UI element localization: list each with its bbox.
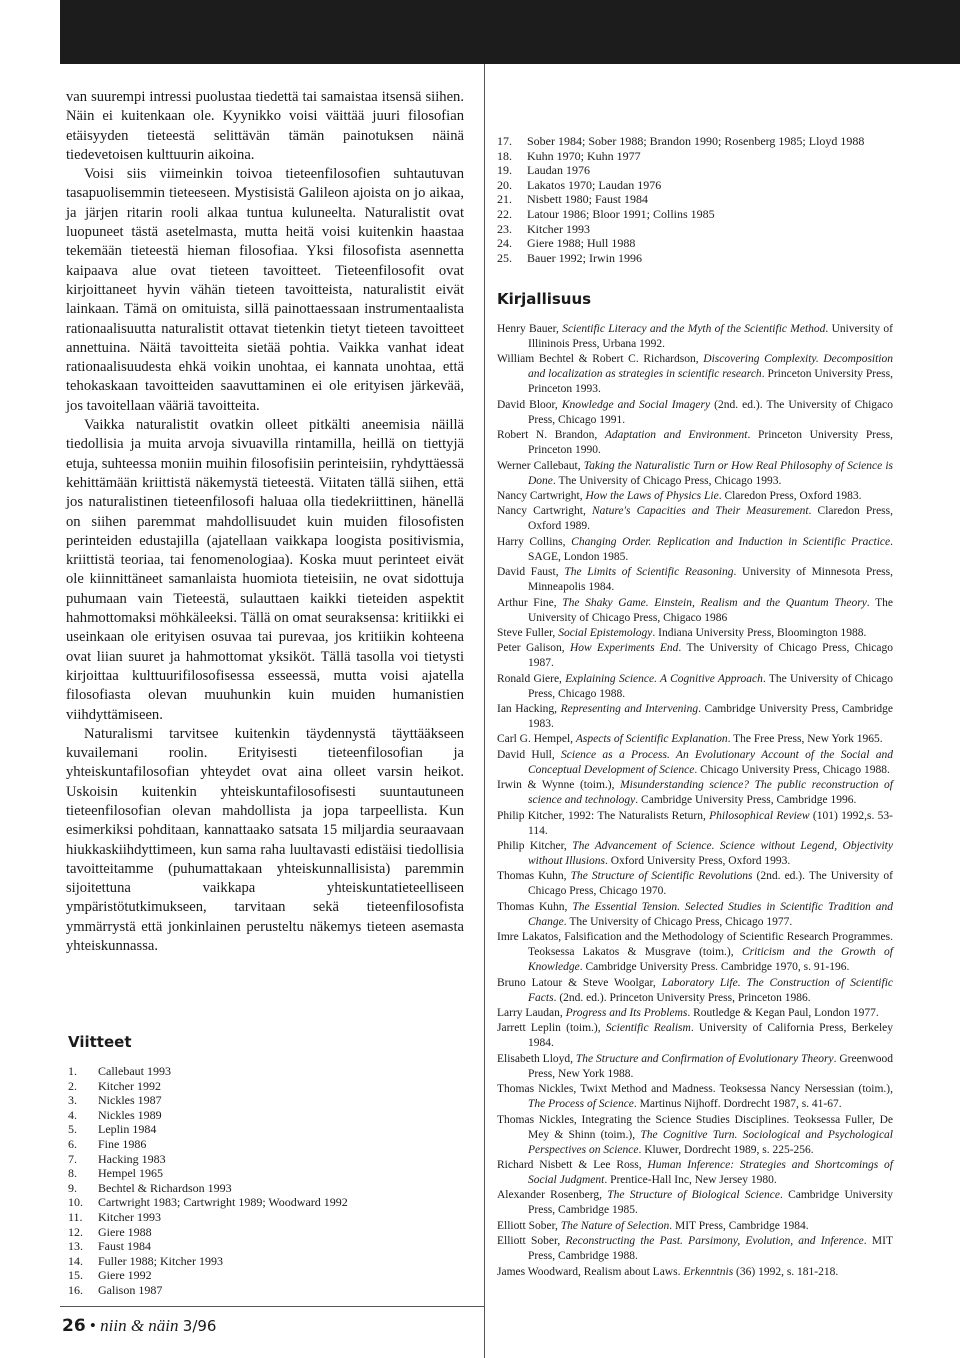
entry-author: Bruno Latour & Steve Woolgar, [497, 976, 662, 989]
note-item [497, 178, 864, 193]
entry-publisher: . University of Illininois Press, Urbana 1992. [528, 323, 893, 350]
entry-publisher: . Claredon Press, Oxford 1989. [528, 505, 894, 533]
entry-title: Scientific Realism [605, 1022, 691, 1035]
entry-publisher: (101) 1992,s. 53-114. [528, 809, 893, 837]
bibliography-list [497, 322, 893, 1280]
entry-publisher: . Prentice-Hall Inc, New Jersey 1980. [604, 1173, 777, 1186]
bibliography-entry [497, 596, 893, 626]
entry-title: Representing and Intervening [560, 703, 699, 716]
entry-author: Robert N. Brandon, [497, 429, 605, 442]
note-text: Faust 1984 [98, 1239, 152, 1254]
entry-title: The Structure and Confirmation of Evolutionary Theory [575, 1052, 834, 1065]
note-text: Latour 1986; Bloor 1991; Collins 1985 [527, 206, 715, 221]
entry-author: Elliott Sober, [497, 1235, 566, 1248]
bibliography-entry [497, 352, 893, 397]
bibliography-entry [497, 1158, 893, 1188]
bibliography-entry [497, 322, 893, 352]
entry-author: Carl G. Hempel, [497, 733, 576, 746]
entry-publisher: . The Free Press, New York 1965. [727, 733, 883, 746]
bibliography-entry [497, 489, 893, 504]
note-item [68, 1152, 348, 1167]
note-item [497, 149, 864, 164]
entry-author: Ian Hacking, [497, 703, 561, 716]
entry-publisher: . University of Minnesota Press, Minneapolis 1984. [528, 566, 893, 594]
bibliography-entry [497, 535, 893, 565]
entry-author: James Woodward, Realism about Laws. [497, 1265, 684, 1278]
bibliography-entry [497, 732, 893, 747]
entry-author: Werner Callebaut, [497, 459, 584, 472]
entry-publisher: . Princeton University Press, Princeton 1990. [528, 429, 894, 457]
bibliography-entry [497, 626, 893, 641]
entry-title: Discovering Complexity. Decomposition and localization as strategies in scientific research [528, 353, 894, 381]
entry-publisher: . Chicago University Press, Chicago 1988. [694, 763, 890, 776]
note-number: 1. [68, 1064, 77, 1078]
note-number: 19. [497, 163, 512, 178]
note-text: Nickles 1989 [98, 1107, 162, 1122]
footer-divider [60, 1306, 484, 1307]
entry-author: Thomas Nickles, Integrating the Science Studies Disciplines. Teoksessa Fuller, De Mey & Shinn (toim.), [497, 1113, 893, 1141]
bibliography-entry [497, 565, 893, 595]
note-number: 12. [68, 1224, 83, 1239]
note-item [497, 236, 864, 251]
entry-title: Progress and Its Problems [565, 1006, 688, 1019]
bibliography-entry [497, 869, 893, 899]
entry-title: The Limits of Scientific Reasoning [564, 566, 734, 579]
note-item [497, 222, 864, 237]
entry-title: Laboratory Life. The Construction of Scientific Facts [528, 976, 893, 1004]
note-number: 7. [68, 1151, 77, 1166]
note-item [497, 134, 864, 149]
bibliography-entry [497, 748, 893, 778]
note-number: 21. [497, 192, 512, 207]
entry-publisher: (2nd. ed.). The University of Chigaco Press, Chicago 1991. [528, 398, 893, 426]
entry-author: Elisabeth Lloyd, [497, 1052, 576, 1065]
entry-author: Nancy Cartwright, [497, 489, 586, 502]
note-item [68, 1137, 348, 1152]
note-item [68, 1225, 348, 1240]
entry-author: David Hull, [497, 748, 562, 761]
bibliography-entry [497, 702, 893, 732]
entry-publisher: . Oxford University Press, Oxford 1993. [605, 855, 791, 868]
bibliography-entry [497, 1006, 893, 1021]
entry-title: The Structure of Biological Science [607, 1189, 780, 1202]
entry-author: Philip Kitcher, [497, 840, 573, 853]
note-text: Laudan 1976 [527, 163, 590, 178]
entry-author: Alexander Rosenberg, [497, 1189, 608, 1202]
entry-publisher: . Kluwer, Dordrecht 1989, s. 225-256. [638, 1143, 814, 1156]
entry-publisher: . (2nd. ed.). Princeton University Press, Princeton 1986. [553, 991, 811, 1004]
note-number: 3. [68, 1093, 77, 1108]
entry-author: Thomas Kuhn, [497, 900, 573, 913]
entry-title: Erkenntnis [683, 1265, 734, 1278]
bibliography-entry [497, 1188, 893, 1218]
article-body [66, 88, 464, 956]
note-text: Fuller 1988; Kitcher 1993 [98, 1253, 223, 1268]
entry-title: Science as a Process. An Evolutionary Account of the Social and Conceptual Development of Science [528, 748, 893, 776]
note-number: 10. [68, 1195, 83, 1210]
note-number: 22. [497, 206, 512, 221]
bibliography-entry [497, 1052, 893, 1082]
note-number: 18. [497, 148, 512, 163]
note-item [68, 1195, 348, 1210]
note-item [68, 1064, 348, 1079]
note-item [68, 1268, 348, 1283]
entry-title: Taking the Naturalistic Turn or How Real Philosophy of Science is Done [528, 459, 894, 487]
body-paragraph: Vaikka naturalistit ovatkin olleet pitkälti aneemisia näillä tiedollisia ja muita arvoja sivuavilla rintamilla, heillä on tiettyjä etuja, suhteessa moniin muihin filosofisiin perinteisiin, ryhdyttäessä kehittämään kriittistä näkemystä tieteestä. Viitaten tällä siihen, että jos naturalistinen tieteenfilosofi haluaa olla tiedekriittinen, hänellä on siihen paremmat mahdollisuudet kuin muiden filosofisten perinteiden edustajilla (ajatellaan vaikkapa loogista positivismia, kriittistä teoriaa, tai fenomenologiaa). Koska muut perinteet eivät ole kiinnittäneet samanlaista huomiota tieteisiin, ne ovat sidottuja puhumaan vain Tieteestä, sulauttaen kaikki tieteiden aspektit hahmottomaksi möhkäleeksi. Tällä on omat seuraksensa: kritiikki ei useinkaan ole erityisen osuvaa tai purevaa, jos kritiikin kohteena ovat liian suuret ja hahmottomat yksiköt. Tällä tasolla voi tietysti kirjoittaa kulttuurifilosofisessa esseessä, mutta voisi ajatella filosofiasta olevan muuhunkin kuin muiden humanistien viihdyttämiseen. [66, 417, 464, 723]
bibliography-entry [497, 839, 893, 869]
entry-title: The Advancement of Science. Science without Legend, Objectivity without Illusions [528, 840, 893, 868]
note-text: Sober 1984; Sober 1988; Brandon 1990; Rosenberg 1985; Lloyd 1988 [527, 134, 865, 148]
entry-author: Imre Lakatos, Falsification and the Methodology of Scientific Research Programmes. Teoksessa Lakatos & Musgrave (toim.), [497, 931, 893, 959]
note-number: 23. [497, 221, 512, 236]
entry-title: Explaining Science. A Cognitive Approach [565, 672, 763, 685]
bibliography-entry [497, 778, 893, 808]
bibliography-entry [497, 504, 893, 534]
entry-publisher: . University of California Press, Berkeley 1984. [528, 1022, 894, 1050]
entry-title: Nature's Capacities and Their Measurement [592, 505, 809, 518]
entry-title: Scientific Literacy and the Myth of the Scientific Method [562, 323, 826, 335]
entry-title: Social Epistemology [558, 626, 653, 639]
entry-title: Misunderstanding science? The public reconstruction of science and technology [528, 779, 893, 807]
entry-title: The Structure of Scientific Revolutions [570, 870, 753, 883]
note-text: Giere 1988 [98, 1224, 152, 1239]
note-number: 8. [68, 1166, 77, 1181]
entry-publisher: . SAGE, London 1985. [528, 535, 893, 563]
entry-author: Steve Fuller, [497, 626, 559, 639]
note-number: 20. [497, 177, 512, 192]
note-number: 5. [68, 1122, 77, 1137]
entry-title: The Process of Science [528, 1098, 634, 1111]
note-text: Kuhn 1970; Kuhn 1977 [527, 148, 641, 163]
entry-author: Peter Galison, [497, 642, 570, 655]
entry-author: Philip Kitcher, 1992: The Naturalists Return, [497, 809, 710, 822]
note-number: 4. [68, 1107, 77, 1122]
entry-author: Harry Collins, [497, 535, 572, 548]
note-item [497, 207, 864, 222]
issue-number: 3/96 [182, 1317, 217, 1335]
note-text: Nickles 1987 [98, 1093, 162, 1108]
note-text: Nisbett 1980; Faust 1984 [527, 192, 649, 207]
entry-publisher: (2nd. ed.). The University of Chicago Press, Chicago 1970. [528, 870, 893, 898]
note-item [497, 192, 864, 207]
note-text: Bauer 1992; Irwin 1996 [527, 250, 642, 265]
note-number: 11. [68, 1209, 83, 1224]
entry-author: Elliott Sober, [497, 1219, 561, 1232]
note-text: Hacking 1983 [98, 1151, 166, 1166]
entry-publisher: . The University of Chicago Press, Chicago 1987. [528, 642, 894, 670]
note-number: 25. [497, 250, 512, 265]
bibliography-entry [497, 1265, 893, 1280]
note-item [68, 1254, 348, 1269]
entry-author: Jarrett Leplin (toim.), [497, 1022, 606, 1035]
note-text: Cartwright 1983; Cartwright 1989; Woodward 1992 [98, 1195, 348, 1210]
note-text: Giere 1988; Hull 1988 [527, 236, 636, 251]
page-number: 26 [62, 1316, 86, 1336]
note-item [497, 251, 864, 266]
entry-publisher: . Princeton University Press, Princeton 1993. [528, 368, 894, 396]
entry-author: Ronald Giere, [497, 672, 566, 685]
bibliography-entry [497, 1219, 893, 1234]
bibliography-entry [497, 641, 893, 671]
entry-publisher: . Indiana University Press, Bloomington 1988. [652, 626, 867, 639]
note-text: Bechtel & Richardson 1993 [98, 1180, 232, 1195]
note-number: 15. [68, 1268, 83, 1283]
entry-title: The Essential Tension. Selected Studies in Scientific Tradition and Change [528, 900, 893, 928]
entry-title: Adaptation and Environment [604, 429, 748, 442]
note-text: Leplin 1984 [98, 1122, 157, 1137]
entry-author: Richard Nisbett & Lee Ross, [497, 1158, 648, 1171]
entry-title: Reconstructing the Past. Parsimony, Evolution, and Inference [565, 1235, 864, 1248]
entry-author: Larry Laudan, [497, 1006, 566, 1019]
footer-bullet: • [89, 1316, 96, 1335]
note-number: 9. [68, 1180, 77, 1195]
entry-title: How the Laws of Physics Lie [585, 489, 719, 502]
entry-publisher: . Cambridge University Press. Cambridge 1970, s. 91-196. [579, 961, 850, 974]
note-number: 14. [68, 1253, 83, 1268]
entry-title: The Cognitive Turn. Sociological and Psychological Perspectives on Science [528, 1128, 893, 1156]
note-text: Fine 1986 [98, 1136, 147, 1151]
entry-publisher: . MIT Press, Cambridge 1988. [528, 1235, 893, 1263]
entry-publisher: . The University of Chicago Press, Chicago 1977. [563, 915, 793, 928]
body-paragraph: Voisi siis viimeinkin toivoa tieteenfilosofien suhtautuvan tasapuolisemmin tieteeseen. Mystisistä Galileon ajoista on jo aikaa, ja järjen ritarin rooli alkaa tuntua kuluneelta. Naturalistit ovat luopuneet tästä asetelmasta, mutta heitä voisi kuitenkin haastaa tekemään tieteestä hieman filosofiaa. Yksi filosofista asennetta kaipaava alue ovat tieteen tavoitteet. Tieteenfilosofit ovat kirjoittaneet hyvin vähän tieteen tavoitteista, naturalistit eivät lainkaan. Tämä on omituista, sillä painottaessaan instrumentaalista rationaalisuutta naturalistit ottavat tietenkin tietyt tieteen tavoitteet annettuina. Näitä tavoitteita sietää pohtia. Vaikka vanhat ideat rationaalisuudesta ehkä voikin unohtaa, ei kannata unohtaa, että tehokaskaan tavoitteiden saavuttaminen ei ole erityisen järkevää, jos tavoitellaan vääriä tavoitteita. [66, 166, 464, 414]
note-number: 16. [68, 1282, 83, 1297]
bibliography-heading: Kirjallisuus [497, 290, 592, 308]
entry-author: Irwin & Wynne (toim.), [497, 779, 621, 792]
note-number: 6. [68, 1136, 77, 1151]
entry-author: David Bloor, [497, 398, 562, 411]
entry-title: How Experiments End [569, 642, 679, 655]
bibliography-entry [497, 459, 893, 489]
notes-heading: Viitteet [68, 1033, 132, 1051]
note-text: Kitcher 1993 [98, 1209, 161, 1224]
bibliography-entry [497, 900, 893, 930]
note-text: Hempel 1965 [98, 1166, 163, 1181]
entry-author: Nancy Cartwright, [497, 505, 592, 518]
entry-author: Henry Bauer, [497, 323, 563, 335]
entry-title: Philosophical Review [709, 809, 810, 822]
bibliography-entry [497, 1082, 893, 1112]
notes-list-left [68, 1064, 348, 1298]
header-bar [60, 0, 960, 64]
note-text: Galison 1987 [98, 1282, 163, 1297]
magazine-name: niin & näin [100, 1316, 179, 1335]
note-item [68, 1093, 348, 1108]
note-text: Giere 1992 [98, 1268, 152, 1283]
note-item [68, 1283, 348, 1298]
entry-title: The Nature of Selection [560, 1219, 670, 1232]
entry-title: The Shaky Game. Einstein, Realism and the Quantum Theory [562, 596, 867, 609]
entry-author: Thomas Kuhn, [497, 870, 571, 883]
bibliography-entry [497, 1113, 893, 1158]
entry-title: Changing Order. Replication and Induction in Scientific Practice [571, 535, 891, 548]
bibliography-entry [497, 428, 893, 458]
entry-author: Thomas Nickles, Twixt Method and Madness. Teoksessa Nancy Nersessian (toim.), [497, 1083, 893, 1096]
note-text: Callebaut 1993 [98, 1064, 171, 1078]
entry-publisher: . Martinus Nijhoff. Dordrecht 1987, s. 41-67. [633, 1098, 842, 1111]
entry-publisher: . MIT Press, Cambridge 1984. [669, 1219, 809, 1232]
entry-title: Aspects of Scientific Explanation [575, 733, 728, 746]
entry-publisher: . The University of Chicago Press, Chicago 1988. [528, 672, 894, 700]
note-item [68, 1239, 348, 1254]
note-number: 13. [68, 1239, 83, 1254]
entry-publisher: . Routledge & Kegan Paul, London 1977. [687, 1006, 879, 1019]
note-item [68, 1166, 348, 1181]
page-footer [62, 1316, 216, 1336]
bibliography-entry [497, 976, 893, 1006]
entry-publisher: . Cambridge University Press, Cambridge 1996. [635, 794, 857, 807]
entry-publisher: . Cambridge University Press, Cambridge 1983. [528, 703, 893, 731]
bibliography-entry [497, 398, 893, 428]
entry-title: Criticism and the Growth of Knowledge [528, 946, 893, 974]
entry-publisher: . Greenwood Press, New York 1988. [528, 1052, 894, 1080]
entry-publisher: . The University of Chicago Press, Chicago 1993. [552, 474, 782, 487]
note-number: 24. [497, 236, 512, 251]
note-item [68, 1079, 348, 1094]
note-item [68, 1108, 348, 1123]
bibliography-entry [497, 809, 893, 839]
entry-author: Arthur Fine, [497, 596, 563, 609]
notes-list-right [497, 134, 864, 265]
entry-publisher: . Cambridge University Press, Cambridge 1985. [528, 1189, 893, 1217]
entry-title: Knowledge and Social Imagery [561, 398, 711, 411]
note-item [497, 163, 864, 178]
bibliography-entry [497, 1021, 893, 1051]
bibliography-entry [497, 1234, 893, 1264]
note-number: 2. [68, 1078, 77, 1093]
note-number: 17. [497, 134, 512, 148]
entry-author: William Bechtel & Robert C. Richardson, [497, 353, 704, 366]
bibliography-entry [497, 930, 893, 975]
body-paragraph: van suurempi intressi puolustaa tiedettä tai samaistaa itsensä siihen. Näin ei kuitenkaan ole. Kyynikko voisi väittää juuri filosofian etäisyyden tieteestä selittävän tämän painotuksen näinä tiedevetoisen kulttuurin aikoina. [66, 89, 464, 163]
column-divider [484, 64, 485, 1358]
note-item [68, 1210, 348, 1225]
entry-title: Human Inference: Strategies and Shortcomings of Social Judgment [528, 1158, 893, 1186]
entry-publisher: . The University of Chicago Press, Chigaco 1986 [528, 596, 893, 624]
bibliography-entry [497, 672, 893, 702]
body-paragraph: Naturalismi tarvitsee kuitenkin täydennystä täyttääkseen kuvailemani roolin. Erityisesti tieteenfilosofian ja yhteiskuntafilosofian yhteydet ovat aina olleet varsin heikot. Uskoisin kuitenkin yhteiskuntafilosofisesti suuntautuneen tieteenfilosofian olevan mahdollista ja jopa tarpeellista. Kun esimerkiksi pohditaan, kannattaako satsata 15 miljardia seuraavaan hiukkaskiihdyttimeen, kun sama raha luultavasti edistäisi tiedollisia tavoitteitamme (puhumattakaan yhteiskunnallisista) paremmin sijoitettuna vaikkapa yhteiskuntatieteelliseen ympäristötutkimukseen, tarvitaan sekä tieteenfilosofista ymmärrystä että jonkinlainen perusteltu näkemys tieteen asemasta yhteiskunnassa. [66, 725, 464, 955]
note-item [68, 1181, 348, 1196]
note-text: Lakatos 1970; Laudan 1976 [527, 177, 662, 192]
note-item [68, 1122, 348, 1137]
entry-publisher: (36) 1992, s. 181-218. [733, 1265, 839, 1278]
note-text: Kitcher 1992 [98, 1078, 161, 1093]
entry-author: David Faust, [497, 566, 565, 579]
entry-publisher: . Claredon Press, Oxford 1983. [718, 489, 862, 502]
note-text: Kitcher 1993 [527, 221, 590, 236]
